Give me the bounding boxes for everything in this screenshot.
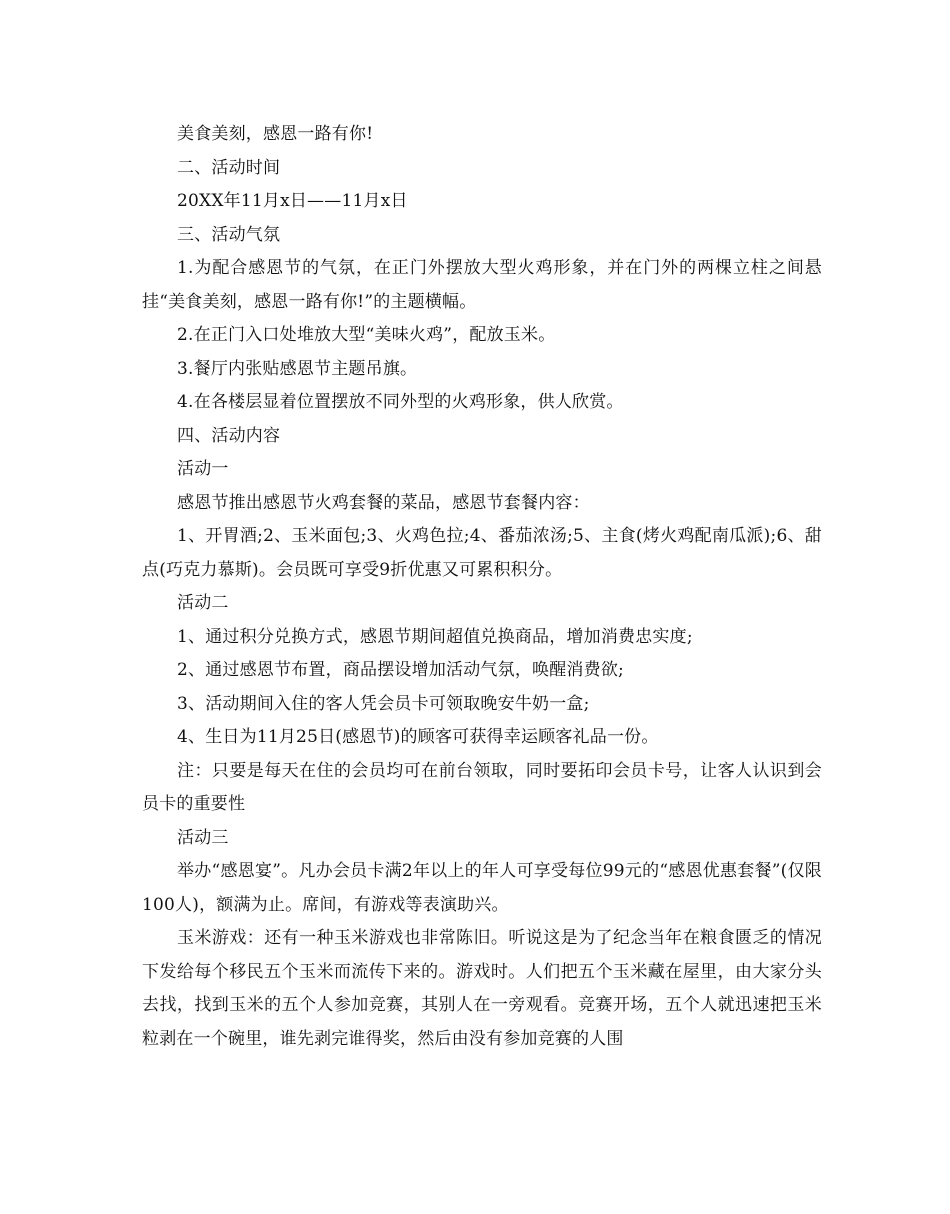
heading-activity-one: 活动一 [177,459,229,479]
heading-activity-content: 四、活动内容 [177,425,281,446]
paragraph-thanksgiving-menu-intro: 感恩节推出感恩节火鸡套餐的菜品，感恩节套餐内容： [177,492,590,513]
paragraph-slogan: 美食美刻，感恩一路有你! [177,124,374,144]
heading-activity-three: 活动三 [177,827,229,848]
heading-activity-atmosphere: 三、活动气氛 [177,224,281,245]
paragraph-thanksgiving-banquet: 举办“感恩宴”。凡办会员卡满2年以上的年人可享受每位99元的“感恩优惠套餐”(仅限100人)，额满为止。席间，有游戏等表演助兴。 [142,861,822,915]
paragraph-thanksgiving-menu-items: 1、开胃酒;2、玉米面包;3、火鸡色拉;4、番茄浓汤;5、主食(烤火鸡配南瓜派);6、甜点(巧克力慕斯)。会员既可享受9折优惠又可累积积分。 [142,526,822,580]
paragraph-atmosphere-item-2: 2.在正门入口处堆放大型“美味火鸡”，配放玉米。 [177,325,556,345]
paragraph-corn-game: 玉米游戏：还有一种玉米游戏也非常陈旧。听说这是为了纪念当年在粮食匮乏的情况下发给每个移民五个玉米而流传下来的。游戏时。人们把五个玉米藏在屋里，由大家分头去找，找到玉米的五个人参加竞赛，其别人在一旁观看。竞赛开场，五个人就迅速把玉米粒剥在一个碗里，谁先剥完谁得奖，然后由没有参加竞赛的人围 [142,928,822,1049]
paragraph-activity-two-item-2: 2、通过感恩节布置，商品摆设增加活动气氛，唤醒消费欲; [177,660,624,680]
document-body [142,118,822,1056]
paragraph-atmosphere-item-3: 3.餐厅内张贴感恩节主题吊旗。 [177,358,418,379]
paragraph-atmosphere-item-4: 4.在各楼层显着位置摆放不同外型的火鸡形象，供人欣赏。 [177,392,624,412]
heading-activity-time: 二、活动时间 [177,157,281,178]
paragraph-atmosphere-item-1: 1.为配合感恩节的气氛，在正门外摆放大型火鸡形象，并在门外的两棵立柱之间悬挂“美食美刻，感恩一路有你!”的主题横幅。 [142,258,822,312]
paragraph-activity-two-item-3: 3、活动期间入住的客人凭会员卡可领取晚安牛奶一盒; [177,693,590,714]
paragraph-activity-two-item-1: 1、通过积分兑换方式，感恩节期间超值兑换商品，增加消费忠实度; [177,626,693,647]
heading-activity-two: 活动二 [177,593,229,613]
paragraph-activity-two-item-4: 4、生日为11月25日(感恩节)的顾客可获得幸运顾客礼品一份。 [177,727,659,747]
paragraph-date-range: 20XX年11月x日——11月x日 [177,191,408,211]
paragraph-note: 注：只要是每天在住的会员均可在前台领取，同时要拓印会员卡号，让客人认识到会员卡的重要性 [142,760,822,814]
